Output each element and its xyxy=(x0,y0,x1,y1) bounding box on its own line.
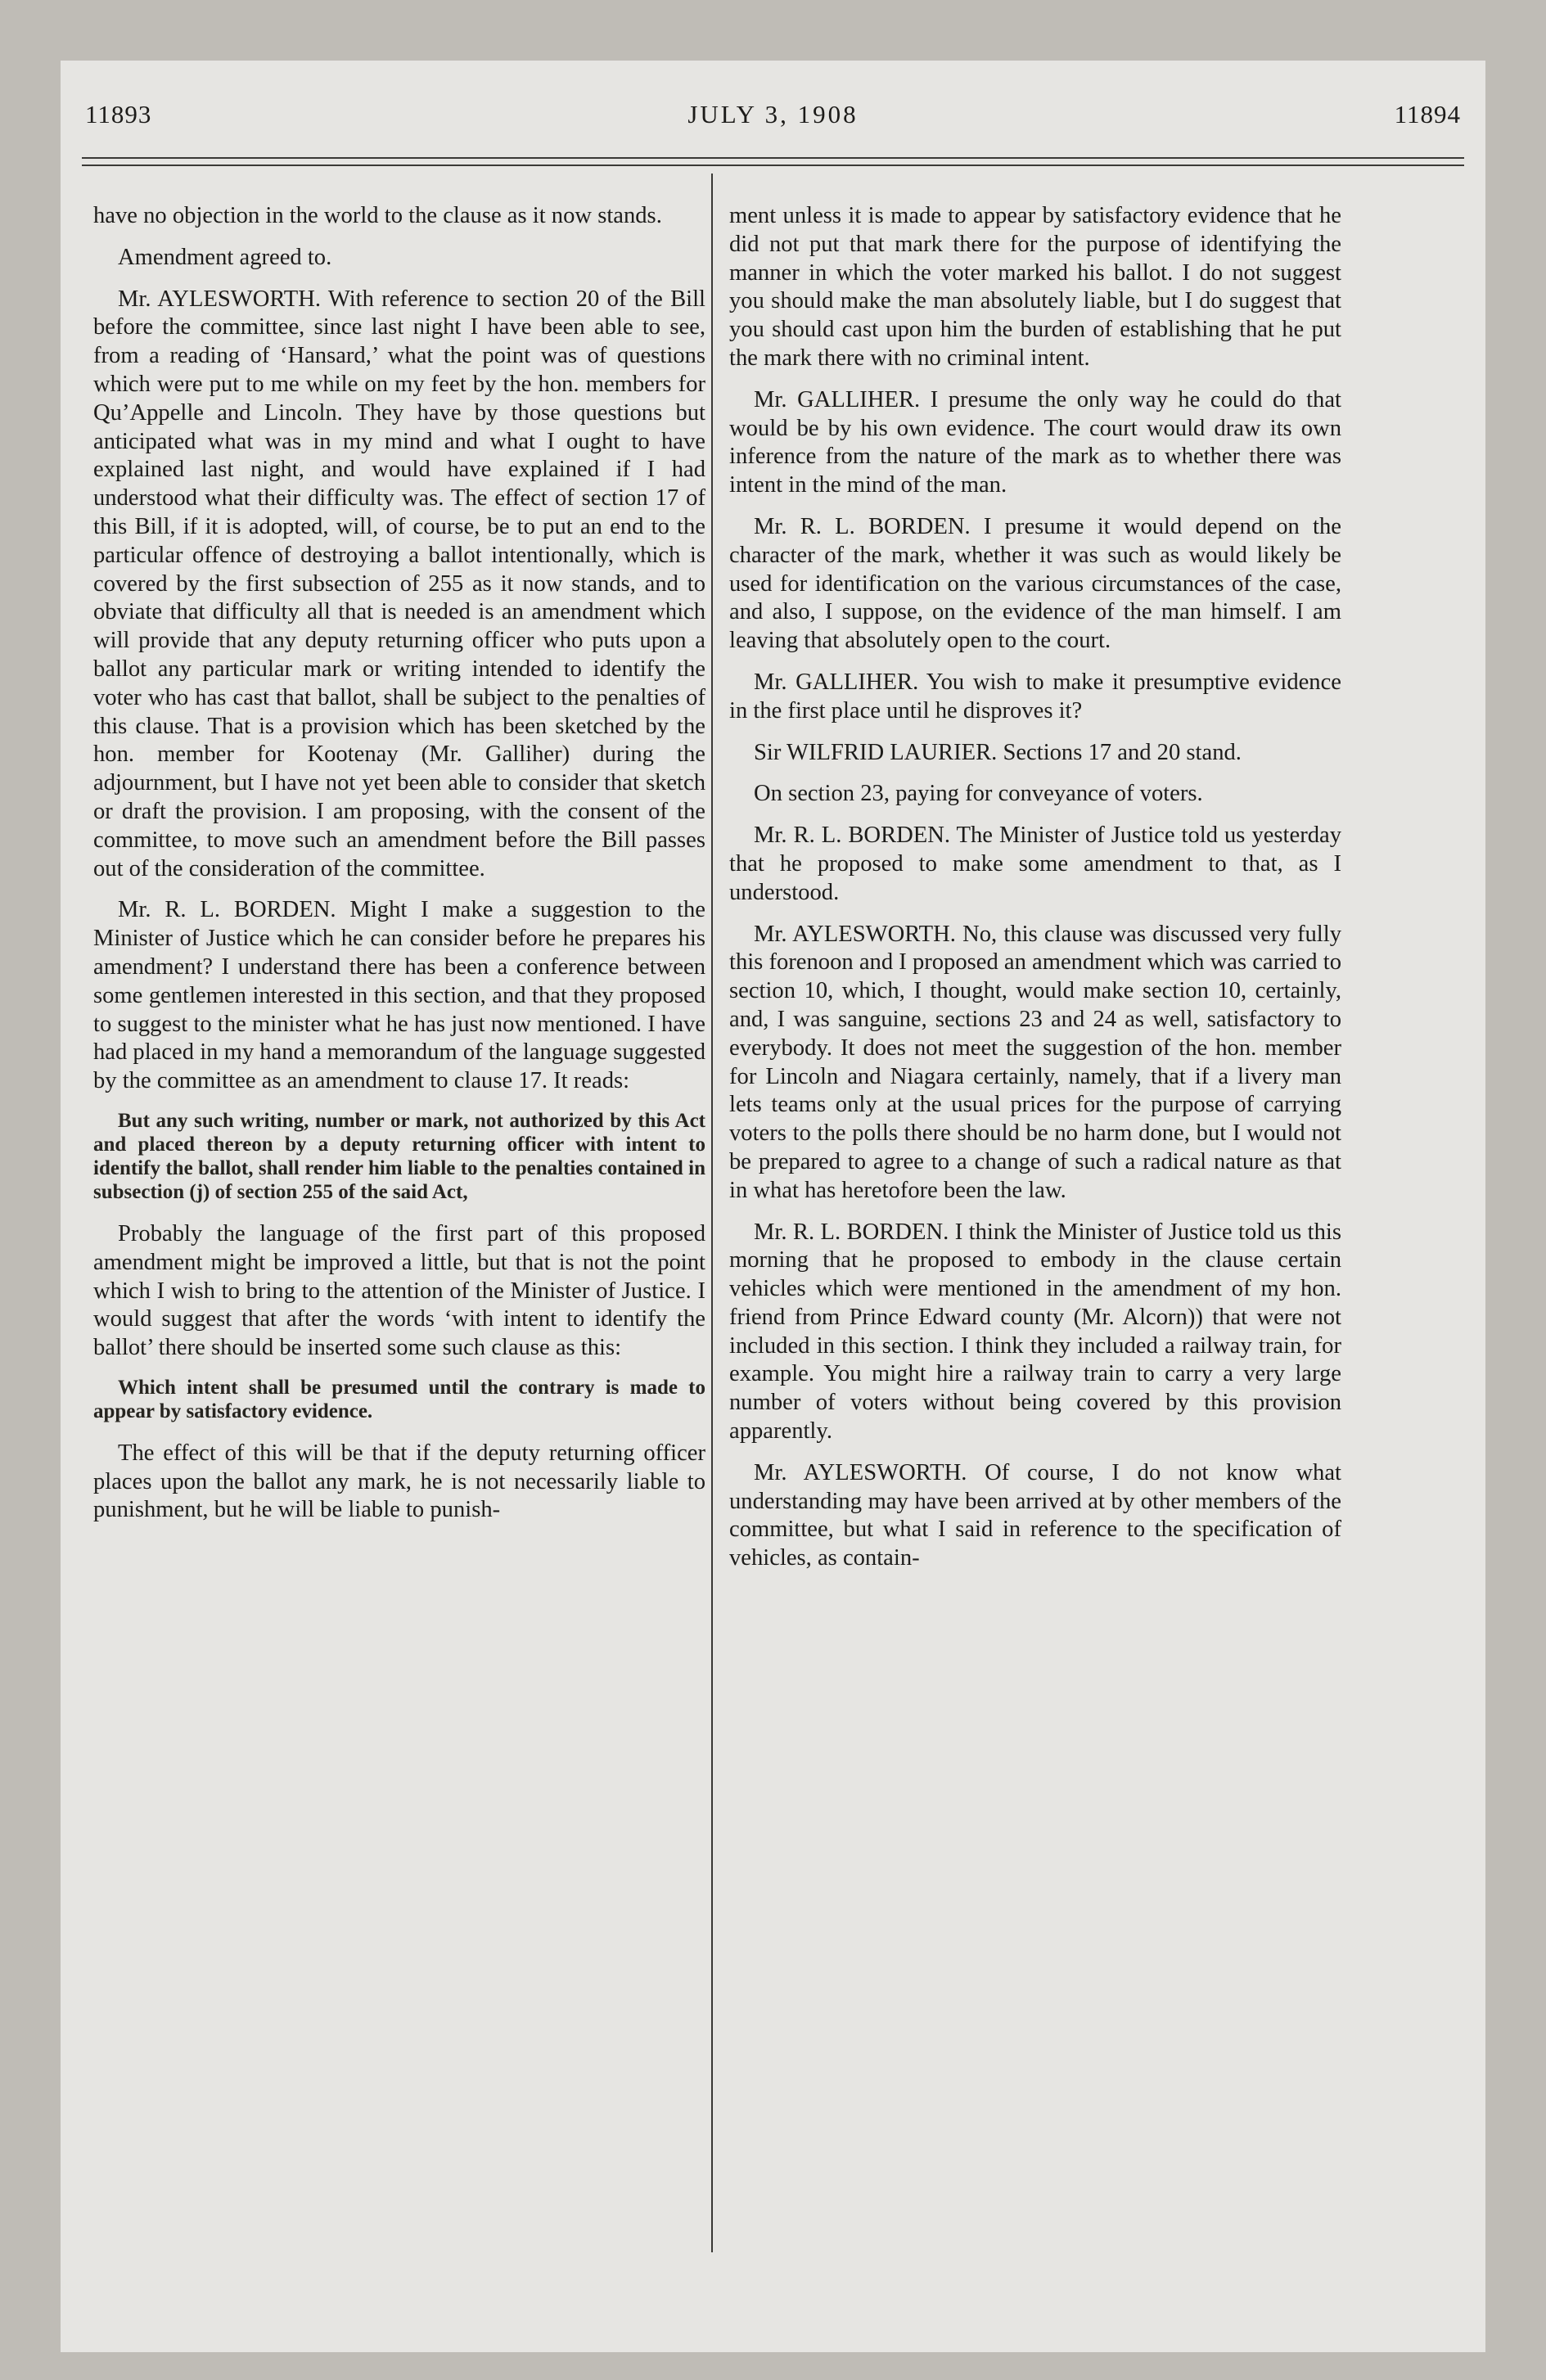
paragraph: Mr. GALLIHER. You wish to make it presumptive evidence in the first place until he disproves it? xyxy=(729,669,1341,723)
paragraph: Mr. R. L. BORDEN. Might I make a suggestion to the Minister of Justice which he can consider before he prepares his amendment? I understand there has been a conference between some gentlemen interested in this section, and that they proposed to suggest to the minister what he has just now mentioned. I have had placed in my hand a memorandum of the language suggested by the committee as an amendment to clause 17. It reads: xyxy=(93,897,705,1094)
paragraph: The effect of this will be that if the deputy returning officer places upon the ballot any mark, he is not necessarily liable to punishment, but he will be liable to punish- xyxy=(93,1440,705,1523)
paragraph: Probably the language of the first part of this proposed amendment might be improved a little, but that is not the point which I wish to bring to the attention of the Minister of Justice. I would suggest that after the words ‘with intent to identify the ballot’ there should be inserted some such clause as this: xyxy=(93,1220,705,1361)
left-column xyxy=(93,202,705,1538)
paragraph: ment unless it is made to appear by satisfactory evidence that he did not put that mark there for the purpose of identifying the manner in which the voter marked his ballot. I do not suggest you should make the man absolutely liable, but I do suggest that you should cast upon him the burden of establishing that he put the mark there with no criminal intent. xyxy=(729,203,1341,371)
quoted-clause: Which intent shall be presumed until the contrary is made to appear by satisfactory evidence. xyxy=(93,1376,705,1422)
paragraph: Mr. AYLESWORTH. No, this clause was discussed very fully this forenoon and I proposed an amendment which was carried to section 10, which, I thought, would make section 10, certainly, and, I was sanguine, sections 23 and 24 as well, satisfactory to everybody. It does not meet the suggestion of the hon. member for Lincoln and Niagara certainly, namely, that if a livery man lets teams only at the usual prices for the purpose of carrying voters to the polls there should be no harm done, but I would not be prepared to agree to a change of such a radical nature as that in what has heretofore been the law. xyxy=(729,921,1341,1203)
paragraph: Mr. R. L. BORDEN. The Minister of Justice told us yesterday that he proposed to make some amendment to that, as I understood. xyxy=(729,823,1341,905)
paragraph: Mr. R. L. BORDEN. I presume it would depend on the character of the mark, whether it was such as would likely be used for identification on the various circumstances of the case, and also, I suppose, on the evidence of the man himself. I am leaving that absolutely open to the court. xyxy=(729,513,1341,654)
column-divider xyxy=(711,174,713,2252)
paragraph: Mr. AYLESWORTH. With reference to section 20 of the Bill before the committee, since last night I have been able to see, from a reading of ‘Hansard,’ what the point was of questions which were put to me while on my feet by the hon. members for Qu’Appelle and Lincoln. They have by those questions but anticipated what was in my mind and what I ought to have explained last night, and would have explained if I had understood what their difficulty was. The effect of section 17 of this Bill, if it is adopted, will, of course, be to put an end to the particular offence of destroying a ballot intentionally, which is covered by the first subsection of 255 as it now stands, and to obviate that difficulty all that is needed is an amendment which will provide that any deputy returning officer who puts upon a ballot any particular mark or writing intended to identify the voter who has cast that ballot, shall be subject to the penalties of this clause. That is a provision which has been sketched by the hon. member for Kootenay (Mr. Galliher) during the adjournment, but I have not yet been able to consider that sketch or draft the provision. I am proposing, with the consent of the committee, to move such an amendment before the Bill passes out of the consideration of the committee. xyxy=(93,286,705,881)
header-double-rule xyxy=(82,157,1464,166)
paragraph: Mr. R. L. BORDEN. I think the Minister of Justice told us this morning that he proposed to embody in the clause certain vehicles which were mentioned in the amendment of my hon. friend from Prince Edward county (Mr. Alcorn)) that were not included in this section. I think they included a railway train, for example. You might hire a railway train to carry a very large number of voters without being covered by this provision apparently. xyxy=(729,1219,1341,1445)
paragraph: Mr. GALLIHER. I presume the only way he could do that would be by his own evidence. The court would draw its own inference from the nature of the mark as to whether there was intent in the mind of the man. xyxy=(729,386,1341,498)
paragraph: On section 23, paying for conveyance of voters. xyxy=(754,781,1203,807)
paragraph: Amendment agreed to. xyxy=(118,244,332,270)
page-date: JULY 3, 1908 xyxy=(687,100,859,128)
quoted-amendment: But any such writing, number or mark, not authorized by this Act and placed thereon by a deputy returning officer with intent to identify the ballot, shall render him liable to the penalties contained in subsection (j) of section 255 of the said Act, xyxy=(93,1109,705,1203)
paragraph: Sir WILFRID LAURIER. Sections 17 and 20 stand. xyxy=(754,739,1242,765)
paragraph: Mr. AYLESWORTH. Of course, I do not know what understanding may have been arrived at by other members of the committee, but what I said in reference to the specification of vehicles, as contain- xyxy=(729,1459,1341,1571)
right-column xyxy=(729,202,1341,1586)
paragraph: have no objection in the world to the clause as it now stands. xyxy=(93,203,662,228)
page-number-left: 11893 xyxy=(85,100,152,128)
page-number-right: 11894 xyxy=(1394,100,1461,128)
page-header xyxy=(85,100,1461,141)
